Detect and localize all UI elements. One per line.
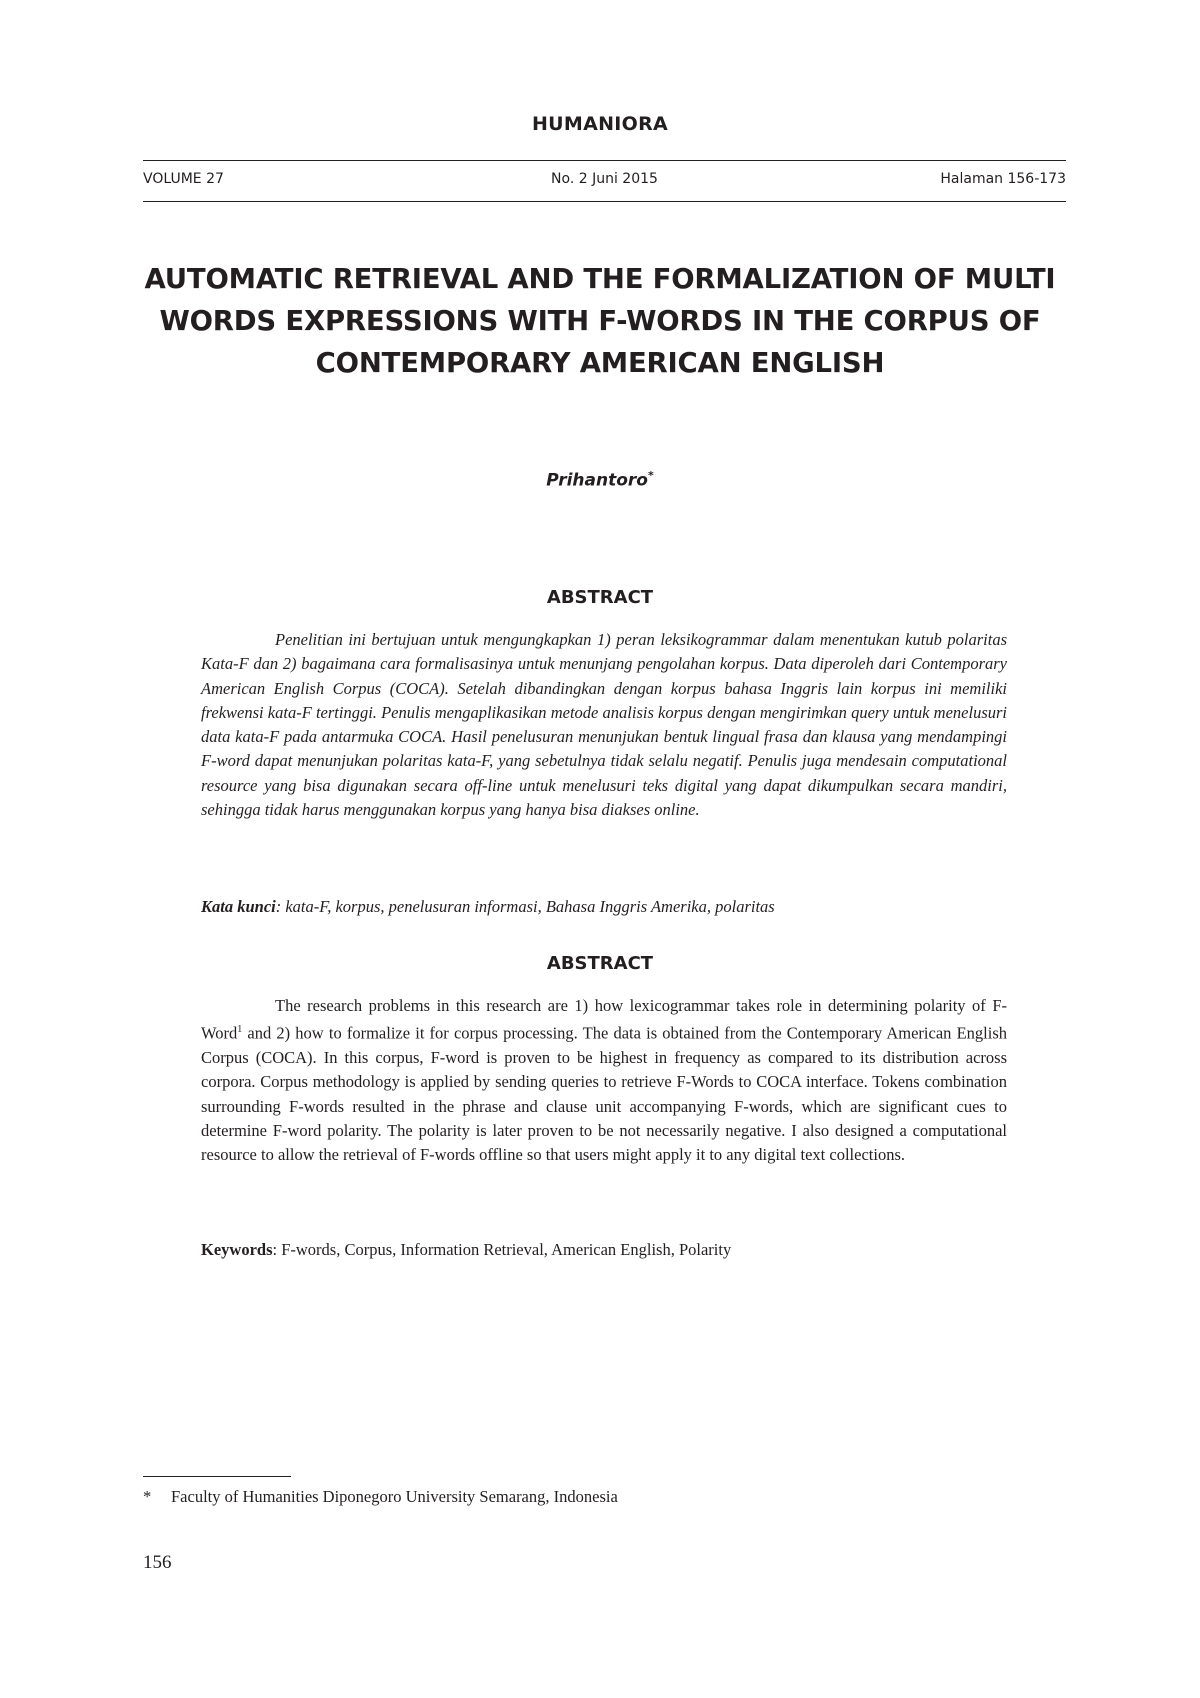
abstract-id-heading: ABSTRACT bbox=[546, 587, 654, 608]
volume-label: VOLUME 27 bbox=[143, 171, 224, 187]
header-bottom-rule bbox=[143, 201, 1066, 202]
keywords-en bbox=[201, 1240, 1021, 1260]
keywords-en-label: Keywords bbox=[201, 1240, 273, 1259]
title-line: WORDS EXPRESSIONS WITH F-WORDS IN THE CORPUS OF bbox=[159, 305, 1041, 337]
keywords-en-list: : F-words, Corpus, Information Retrieval, American English, Polarity bbox=[272, 1240, 732, 1259]
issue-info-row bbox=[143, 171, 1066, 193]
page-number: 156 bbox=[143, 1552, 172, 1573]
footnote-ref-1[interactable]: 1 bbox=[237, 1024, 243, 1036]
title-line: AUTOMATIC RETRIEVAL AND THE FORMALIZATION OF MULTI bbox=[144, 263, 1056, 295]
footnote-text: Faculty of Humanities Diponegoro University Semarang, Indonesia bbox=[171, 1487, 618, 1506]
abstract-en-text-part: The research problems in this research are 1) how lexicogrammar takes role in determining polarity of F-Word bbox=[201, 996, 1007, 1043]
abstract-en-text-part: and 2) how to formalize it for corpus processing. The data is obtained from the Contemporary American English Corpus (COCA). In this corpus, F-word is proven to be highest in frequency as compared to its distribution across corpora. Corpus methodology is applied by sending queries to retrieve F-Words to COCA interface. Tokens combination surrounding F-words resulted in the phrase and clause unit accompanying F-words, which are significant cues to determine F-word polarity. The polarity is later proven to be not necessarily negative. I also designed a computational resource to allow the retrieval of F-words offline so that users might apply it to any digital text collections. bbox=[201, 1023, 1007, 1165]
abstract-en-text bbox=[201, 994, 1007, 1168]
page-range-label: Halaman 156-173 bbox=[940, 171, 1066, 187]
keywords-id-list: : kata-F, korpus, penelusuran informasi, Bahasa Inggris Amerika, polaritas bbox=[275, 897, 775, 916]
header-top-rule bbox=[143, 160, 1066, 161]
abstract-id-text: Penelitian ini bertujuan untuk mengungkapkan 1) peran leksikogrammar dalam menentukan kutub polaritas Kata-F dan 2) bagaimana cara formalisasinya untuk menunjang pengolahan korpus. Data diperoleh dari Contemporary American English Corpus (COCA). Setelah dibandingkan dengan korpus bahasa Inggris lain korpus ini memiliki frekwensi kata-F tertinggi. Penulis mengaplikasikan metode analisis korpus dengan mengirimkan query untuk menelusuri data kata-F pada antarmuka COCA. Hasil penelusuran menunjukan bentuk lingual frasa dan klausa yang mendampingi F-word dapat menunjukan polaritas kata-F, yang sebetulnya tidak selalu negatif. Penulis juga mendesain computational resource yang bisa digunakan secara off-line untuk menelusuri teks digital yang dapat dikumpulkan secara mandiri, sehingga tidak harus menggunakan korpus yang hanya bisa diakses online. bbox=[201, 630, 1007, 820]
article-title bbox=[100, 258, 1100, 384]
title-line: CONTEMPORARY AMERICAN ENGLISH bbox=[315, 347, 885, 379]
keywords-id bbox=[201, 897, 1021, 917]
journal-name: HUMANIORA bbox=[531, 113, 669, 135]
author-name bbox=[0, 469, 1200, 491]
abstract-en-heading: ABSTRACT bbox=[546, 953, 654, 974]
keywords-id-label: Kata kunci bbox=[201, 897, 276, 916]
footnote-rule bbox=[143, 1476, 291, 1477]
footnote bbox=[143, 1487, 618, 1507]
author-footnote-marker[interactable]: * bbox=[647, 469, 654, 482]
footnote-marker: * bbox=[143, 1487, 152, 1506]
issue-label: No. 2 Juni 2015 bbox=[551, 171, 658, 187]
author-name-text: Prihantoro bbox=[546, 470, 648, 491]
